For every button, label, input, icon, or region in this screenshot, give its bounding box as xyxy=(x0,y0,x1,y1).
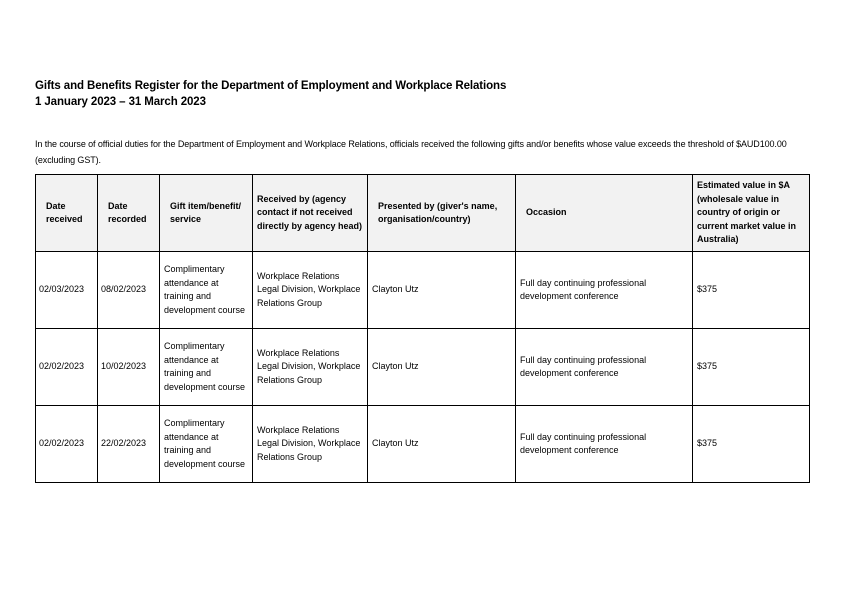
cell-gift: Complimentary attendance at training and development course xyxy=(160,329,253,406)
header-received-by: Received by (agency contact if not received directly by agency head) xyxy=(253,175,368,252)
cell-received-by: Workplace Relations Legal Division, Workplace Relations Group xyxy=(253,406,368,483)
cell-value: $375 xyxy=(693,252,810,329)
cell-presented-by: Clayton Utz xyxy=(368,406,516,483)
title-line-1: Gifts and Benefits Register for the Department of Employment and Workplace Relations xyxy=(35,80,507,92)
header-gift: Gift item/benefit/ service xyxy=(160,175,253,252)
cell-value: $375 xyxy=(693,406,810,483)
header-date-recorded: Date recorded xyxy=(98,175,160,252)
intro-paragraph: In the course of official duties for the Department of Employment and Workplace Relations, officials received the following gifts and/or benefits whose value exceeds the threshold of $AUD100.00 (excluding GST). xyxy=(35,139,787,165)
table-row xyxy=(36,329,810,406)
cell-date-recorded: 10/02/2023 xyxy=(98,329,160,406)
cell-presented-by: Clayton Utz xyxy=(368,252,516,329)
cell-occasion: Full day continuing professional development conference xyxy=(516,252,693,329)
header-value: Estimated value in $A (wholesale value in country of origin or current market value in Australia) xyxy=(693,175,810,252)
table-row xyxy=(36,406,810,483)
header-date-received: Date received xyxy=(36,175,98,252)
header-occasion: Occasion xyxy=(516,175,693,252)
header-row xyxy=(36,175,810,252)
cell-occasion: Full day continuing professional development conference xyxy=(516,329,693,406)
gifts-register-table xyxy=(35,174,810,483)
header-presented-by: Presented by (giver's name, organisation/country) xyxy=(368,175,516,252)
cell-received-by: Workplace Relations Legal Division, Workplace Relations Group xyxy=(253,252,368,329)
cell-presented-by: Clayton Utz xyxy=(368,329,516,406)
cell-occasion: Full day continuing professional development conference xyxy=(516,406,693,483)
cell-date-received: 02/02/2023 xyxy=(36,329,98,406)
title-line-2: 1 January 2023 – 31 March 2023 xyxy=(35,96,206,108)
document-title xyxy=(35,78,506,110)
cell-date-recorded: 08/02/2023 xyxy=(98,252,160,329)
cell-date-received: 02/02/2023 xyxy=(36,406,98,483)
cell-received-by: Workplace Relations Legal Division, Workplace Relations Group xyxy=(253,329,368,406)
cell-gift: Complimentary attendance at training and development course xyxy=(160,406,253,483)
cell-value: $375 xyxy=(693,329,810,406)
cell-gift: Complimentary attendance at training and development course xyxy=(160,252,253,329)
cell-date-recorded: 22/02/2023 xyxy=(98,406,160,483)
cell-date-received: 02/03/2023 xyxy=(36,252,98,329)
table-row xyxy=(36,252,810,329)
